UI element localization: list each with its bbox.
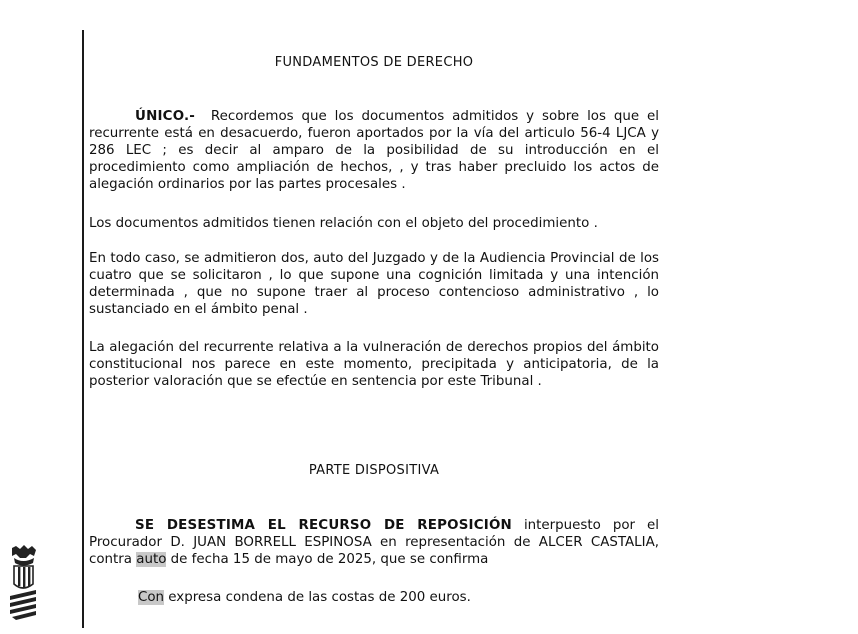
highlight-auto: auto (136, 552, 167, 567)
heading-fundamentos-de-derecho: FUNDAMENTOS DE DERECHO (274, 55, 474, 70)
paragraph-unico (89, 108, 659, 193)
generalitat-crest-icon (6, 544, 40, 624)
heading-parte-dispositiva: PARTE DISPOSITIVA (308, 463, 440, 478)
desestima-text-b: de fecha 15 de mayo de 2025, que se confirma (166, 552, 489, 567)
paragraph-desestima (89, 517, 659, 568)
costas-text: expresa condena de las costas de 200 euros. (164, 590, 471, 605)
paragraph-alegacion: La alegación del recurrente relativa a la vulneración de derechos propios del ámbito constitucional nos parece en este momento, precipitada y anticipatoria, de la posterior valoración que se efectúe en sentencia por este Tribunal . (89, 340, 659, 389)
unico-text: Recordemos que los documentos admitidos y sobre los que el recurrente está en desacuerdo, fueron aportados por la vía del articulo 56-4 LJCA y 286 LEC ; es decir al amparo de la posibilidad de su introducción en el procedimiento como ampliación de hechos, , y tras haber precluido los actos de alegación ordinarios por las partes procesales . (89, 109, 659, 192)
desestima-lead: SE DESESTIMA EL RECURSO DE REPOSICIÓN (135, 518, 512, 533)
highlight-con: Con (138, 590, 165, 605)
unico-lead: ÚNICO.- (135, 109, 196, 124)
paragraph-documentos-admitidos: Los documentos admitidos tienen relación con el objeto del procedimiento . (89, 216, 598, 231)
paragraph-costas (89, 589, 659, 606)
margin-rule (82, 30, 84, 628)
desestima-text-a: interpuesto por el Procurador D. JUAN BORRELL ESPINOSA en representación de ALCER CASTALIA, contra (89, 518, 659, 567)
paragraph-en-todo-caso: En todo caso, se admitieron dos, auto del Juzgado y de la Audiencia Provincial de los cuatro que se solicitaron , lo que supone una cognición limitada y una intención determinada , que no supone traer al proceso contencioso administrativo , lo sustanciado en el ámbito penal . (89, 251, 659, 317)
